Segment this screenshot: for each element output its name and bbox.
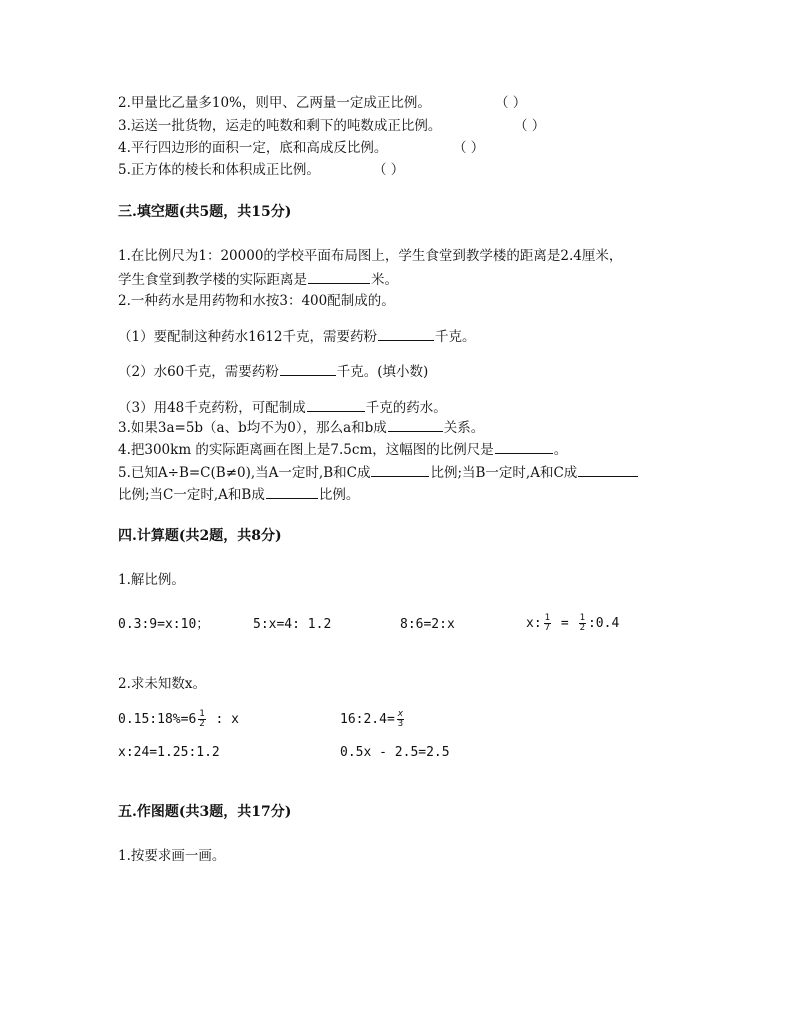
equation-7: x:24=1.25:1.2 [118,745,220,760]
equation-6: 16:2.4= $\frac{x}{3}$ [340,709,404,729]
section-heading-calc: 四.计算题(共2题，共8分) [118,528,282,544]
section-heading-draw: 五.作图题(共3题，共17分) [118,804,292,820]
calc-q2: 2.求未知数x。 [118,676,206,692]
answer-blank[interactable] [280,362,336,376]
judge-q2: 2.甲量比乙量多10%，则甲、乙两量一定成正比例。 （ ） [118,95,527,111]
fraction: $\frac{1}{7}$ [544,613,551,633]
answer-blank[interactable] [371,463,429,477]
fill-q1-line2: 学生食堂到教学楼的实际距离是 米。 [118,272,398,288]
answer-blank[interactable] [307,398,365,412]
answer-paren: （ ） [373,162,405,178]
judge-q5: 5.正方体的棱长和体积成正比例。 （ ） [118,162,405,178]
judge-q3: 3.运送一批货物，运走的吨数和剩下的吨数成正比例。 （ ） [118,118,546,134]
answer-blank[interactable] [308,270,370,284]
equation-8: 0.5x - 2.5=2.5 [340,745,450,760]
fill-q2-1: （1）要配制这种药水1612千克，需要药粉 千克。 [118,329,476,345]
answer-blank[interactable] [578,463,638,477]
equation-3: 8:6=2:x [400,617,455,632]
fill-q5-line1: 5.已知A÷B=C(B≠0),当A一定时,B和C成 比例;当B一定时,A和C成 [118,463,639,482]
judge-q4: 4.平行四边形的面积一定，底和高成反比例。 （ ） [118,140,485,156]
answer-blank[interactable] [388,418,443,432]
answer-paren: （ ） [453,140,485,156]
equation-1: 0.3:9=x:10； [118,617,210,632]
draw-q1: 1.按要求画一画。 [118,848,226,864]
fraction: $\frac{x}{3}$ [397,709,404,729]
equation-2: 5:x=4: 1.2 [253,617,332,632]
fill-q5-line2: 比例;当C一定时,A和B成 比例。 [118,487,360,503]
fill-q2-3: （3）用48千克药粉，可配制成 千克的药水。 [118,400,447,416]
answer-blank[interactable] [495,440,553,454]
fill-q2-2: （2）水60千克，需要药粉 千克。(填小数) [118,364,429,380]
fill-q4: 4.把300km 的实际距离画在图上是7.5cm，这幅图的比例尺是 。 [118,442,568,458]
equation-4: x: $\frac{1}{7}$ = $\frac{1}{2}$ :0.4 [526,613,620,633]
fill-q3: 3.如果3a=5b（a、b均不为0），那么a和b成 关系。 [118,420,485,436]
fill-q1-line1: 1.在比例尺为1：20000的学校平面布局图上，学生食堂到教学楼的距离是2.4厘米， [118,248,623,264]
fraction: $\frac{1}{2}$ [579,613,585,633]
fraction: $\frac{1}{2}$ [199,709,205,729]
calc-q1: 1.解比例。 [118,572,185,588]
answer-paren: （ ） [495,95,527,111]
equation-5: 0.15:18%=6 $\frac{1}{2}$ : x [118,709,240,729]
section-heading-fill: 三.填空题(共5题，共15分) [118,204,292,220]
answer-blank[interactable] [378,327,434,341]
answer-paren: （ ） [514,118,546,134]
answer-blank[interactable] [266,485,318,499]
fill-q2: 2.一种药水是用药物和水按3：400配制成的。 [118,293,395,309]
